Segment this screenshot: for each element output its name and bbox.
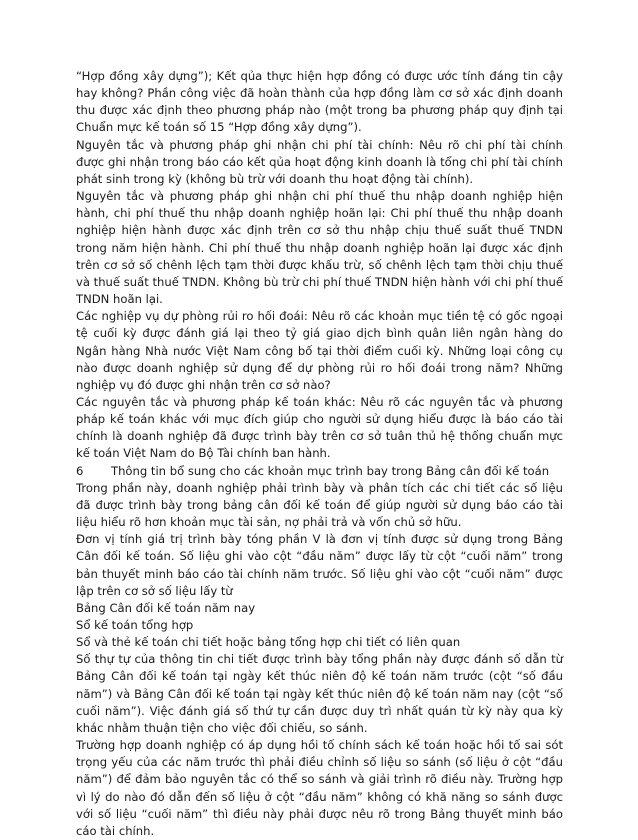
paragraph-numbering: Số thự tự của thông tin chi tiết được trình bày tổng phần này được đánh số dẫn từ Bảng Cân đối kế toán tại ngày kết thúc niên độ kế toán năm trước (cột “số đầu năm”) và Bảng Cân đối kế toán tại ngày kết thúc niên độ kế toán năm nay (cột “số cuối năm”). Việc đánh giá số thứ tự cần được duy trì nhất quán từ kỳ này qua kỳ khác nhằm thuận tiện cho việc đối chiếu, so sánh. <box>76 652 563 735</box>
paragraph-retrospective: Trường hợp doanh nghiệp có áp dụng hồi tố chính sách kế toán hoặc hồi tố sai sót trọng yếu của các năm trước thì phải điều chỉnh số liệu so sánh (số liệu ở cột “đầu năm”) để đảm bảo nguyên tắc có thể so sánh và giải trình rõ điều này. Trường hợp vì lý do nào đó dẫn đến số liệu ở cột “đầu năm” không có khă năng so sánh được với số liệu “cuối năm” thì điều này phải được nêu rõ trong Bảng thuyết minh báo cáo tài chính. <box>76 738 563 838</box>
document-page <box>76 68 563 840</box>
paragraph-unit-of-measure: Đơn vị tính giá trị trình bày tóng phần V là đơn vị tính được sử dụng trong Bảng Cân đối kế toán. Số liệu ghi vào cột “đầu năm” được lấy từ cột “cuối năm” trong bản thuyết minh báo cáo tài chính năm trước. Số liệu ghi vào cột “cuối năm” được lập trên cơ sở số liệu lấy từ <box>76 532 563 598</box>
section-title: Thông tin bổ sung cho các khoản mục trình bay trong Bảng cân đối kế toán <box>111 463 550 478</box>
paragraph-financial-expenses: Nguyên tắc và phương pháp ghi nhận chi phí tài chính: Nêu rõ chi phí tài chính được ghi nhận trong báo cáo kết qủa hoạt động kinh doanh là tổng chi phí tài chính phát sinh trong kỳ (không bù trừ với doanh thu hoạt động tài chính). <box>76 137 563 186</box>
paragraph-section-intro: Trong phần này, doanh nghiệp phải trình bày và phân tích các chi tiết các số liệu đã được trình bày trong bảng cân đối kế toán để giúp người sử dụng báo cáo tài liệu hiểu rõ hơn khoản mục tài sản, nợ phải trả và vốn chủ sở hữu. <box>76 480 563 530</box>
paragraph-income-tax: Nguyên tắc và phương pháp ghi nhận chi phí thuế thu nhập doanh nghiệp hiện hành, chi phí thuế thu nhập doanh nghiệp hoãn lại: Chi phí thuế thu nhập doanh nghiệp hiện hành được xác định trên cơ sở thu nhập chịu thuế suất thuế TNDN trong năm hiện hành. Chi phí thuế thu nhập doanh nghiệp hoãn lại được xác định trên cơ sở số chênh lệch tạm thời được khấu trừ, số chênh lệch tạm thời chịu thuế và thuế suất thuế TNDN. Không bù trừ chi phí thuế TNDN hiện hành với chi phí thuế TNDN hoãn lại. <box>76 189 563 307</box>
paragraph-other-principles: Các nguyên tắc và phương pháp kế toán khác: Nêu rõ các nguyên tắc và phương pháp kế toán khác với mục đích giúp cho người sử dụng hiểu được là báo cáo tài chính là doanh nghiệp đã được trình bày trên cơ sở tuân thủ hệ thống chuẩn mực kế toán Việt Nam do Bộ Tài chính ban hành. <box>76 394 563 461</box>
source-line-balance-sheet: Bảng Cân đối kế toán năm nay <box>76 600 256 615</box>
source-line-detailed-books: Sổ và thẻ kế toán chi tiết hoặc bảng tổng hợp chi tiết có liên quan <box>76 635 461 650</box>
section-number: 6 <box>76 463 84 478</box>
source-line-general-ledger: Sổ kế toán tổng hợp <box>76 618 194 632</box>
section-heading <box>76 463 563 480</box>
paragraph-construction-contracts: “Hợp đồng xây dựng”); Kết qủa thực hiện hợp đồng có được ước tính đáng tin cậy hay không? Phần công việc đã hoàn thành của hợp đồng làm cơ sở xác định doanh thu được xác định theo phương pháp nào (một trong ba phương pháp quy định tại Chuẩn mực kế toán số 15 “Hợp đồng xây dựng”). <box>76 69 563 135</box>
paragraph-exchange-risk: Các nghiệp vụ dự phòng rủi ro hối đoái: Nêu rõ các khoản mục tiền tệ có gốc ngoại tệ cuối kỳ được đánh giá lại theo tỷ giá giao dịch bình quân liên ngân hàng do Ngân hàng Nhà nước Việt Nam công bố tại thời điểm cuối kỳ. Những loại công cụ nào được doanh nghiệp sử dụng để dự phòng rủi ro hối đoái trong năm? Những nghiệp vụ đó được ghi nhận trên cơ sở nào? <box>76 309 563 392</box>
